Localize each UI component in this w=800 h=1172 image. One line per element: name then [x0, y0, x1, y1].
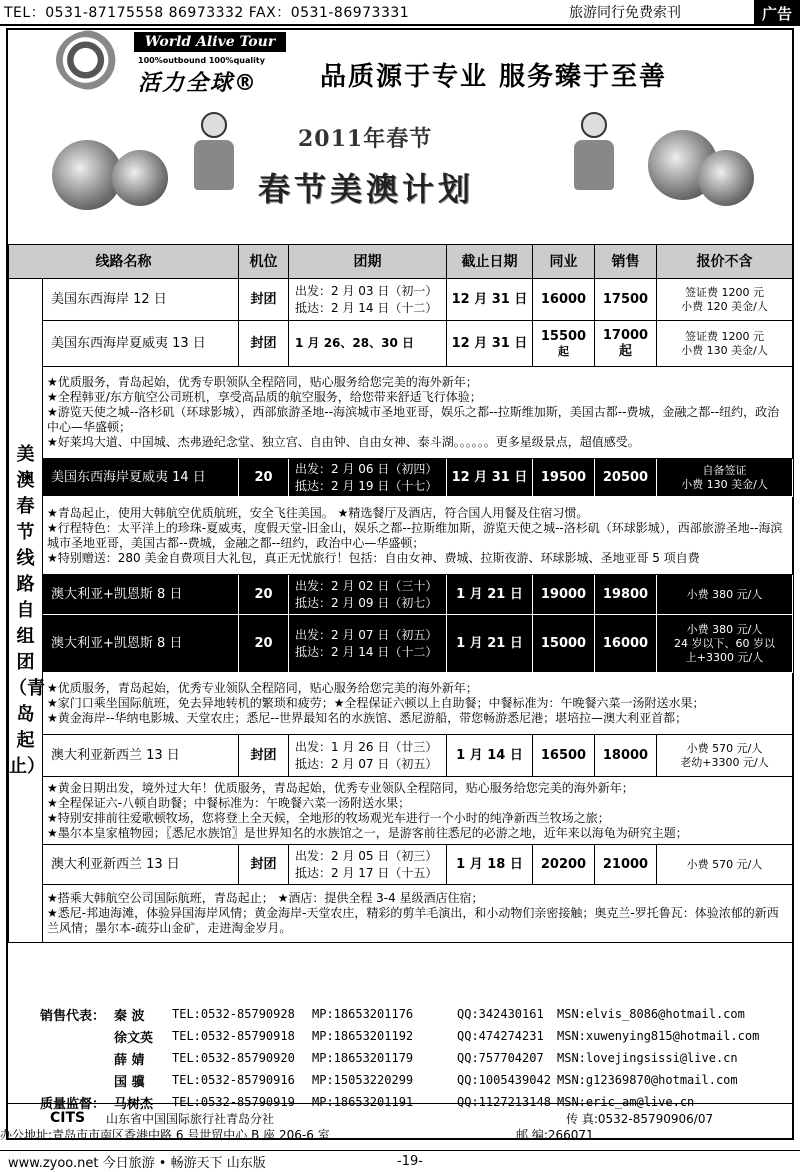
- company-postcode: 邮 编:266071: [516, 1127, 594, 1142]
- contact-msn: MSN:elvis_8086@hotmail.com: [557, 1007, 745, 1021]
- note-line: ★搭乘大韩航空公司国际航班，青岛起止； ★酒店：提供全程 3-4 星级酒店住宿；: [47, 891, 484, 905]
- depart-date: 出发：2 月 02 日（三十）: [295, 578, 438, 593]
- table-header-row: [9, 245, 793, 279]
- contact-mobile: MP:18653201191: [312, 1095, 414, 1109]
- lantern-icon: [112, 150, 168, 206]
- tour-dates: [289, 735, 447, 777]
- seat-status: 封团: [239, 845, 289, 885]
- route-name: 澳大利亚新西兰 13 日: [43, 735, 239, 777]
- site-footer: www.zyoo.net 今日旅游 • 畅游天下 山东版: [8, 1156, 266, 1171]
- banner-title: 春节美澳计划: [258, 170, 475, 208]
- table-row: [9, 735, 793, 777]
- notes-row: [9, 497, 793, 575]
- note-line: ★好莱坞大道、中国城、杰弗逊纪念堂、独立宫、自由钟、自由女神、泰斗湖。。。。。。更多星级景点，超值感受。: [47, 435, 640, 449]
- deadline: 1 月 14 日: [447, 735, 533, 777]
- contact-msn: MSN:g12369870@hotmail.com: [557, 1073, 738, 1087]
- note-line: ★悉尼-邦迪海滩，体验异国海岸风情；黄金海岸-天堂农庄，精彩的剪羊毛演出，和小动物们亲密接触；奥克兰-罗托鲁瓦：体验浓郁的新西兰风情；墨尔本-疏芬山金矿，走进淘金岁月。: [47, 906, 779, 935]
- trade-price: 19000: [533, 575, 595, 615]
- fee-line: 小费 380 元/人: [686, 622, 763, 636]
- fee-line: 老幼+3300 元/人: [680, 755, 769, 769]
- return-date: 抵达：2 月 14 日（十二）: [295, 644, 438, 659]
- col-deadline: 截止日期: [447, 245, 533, 279]
- company-fax: 传 真:0532-85790906/07: [566, 1111, 714, 1126]
- contact-mobile: MP:18653201176: [312, 1007, 414, 1021]
- note-line: ★游览天使之城--洛杉矶（环球影城），西部旅游圣地--海滨城市圣地亚哥，娱乐之都--拉斯维加斯，美国古都--费城，金融之都--纽约，政治中心—华盛顿；: [47, 405, 780, 434]
- brand-tagline: 100%outbound 100%quality: [138, 56, 265, 65]
- contact-tel: TEL:0532-85790916: [172, 1073, 295, 1087]
- seat-status: 封团: [239, 735, 289, 777]
- route-name: 美国东西海岸夏威夷 14 日: [43, 459, 239, 497]
- route-notes: [43, 367, 793, 459]
- sale-price: 18000: [595, 735, 657, 777]
- route-notes: [43, 497, 793, 575]
- trade-price: 16000: [533, 279, 595, 321]
- notes-row: [9, 777, 793, 845]
- contact-row: [40, 1069, 780, 1091]
- notes-row: [9, 367, 793, 459]
- bottom-bar: [0, 1150, 800, 1172]
- deadline: 1 月 21 日: [447, 615, 533, 673]
- table-row: [9, 459, 793, 497]
- note-line: ★优质服务，青岛起始，优秀专职领队全程陪同，贴心服务给您完美的海外新年；: [47, 375, 478, 389]
- depart-date: 出发：2 月 06 日（初四）: [295, 461, 438, 476]
- excluded-fees: [657, 459, 793, 497]
- fee-line: 签证费 1200 元: [685, 285, 764, 299]
- return-date: 抵达：2 月 07 日（初五）: [295, 756, 438, 771]
- trade-price: 16500: [533, 735, 595, 777]
- route-notes: [43, 777, 793, 845]
- contact-tel: TEL:0532-85790919: [172, 1095, 295, 1109]
- sale-price: 16000: [595, 615, 657, 673]
- route-name: 澳大利亚+凯恩斯 8 日: [43, 575, 239, 615]
- brand-logo-icon: [56, 30, 130, 90]
- contact-qq: QQ:1005439042: [457, 1073, 551, 1087]
- excluded-fees: [657, 321, 793, 367]
- tour-table: [8, 244, 793, 943]
- sale-price: 19800: [595, 575, 657, 615]
- seat-status: 封团: [239, 279, 289, 321]
- ad-badge: 广告: [754, 0, 800, 26]
- note-line: ★特别赠送：280 美金自费项目大礼包，真正无忧旅行！包括：自由女神、费城、拉斯夜游、环球影城、圣地亚哥 5 项自费: [47, 550, 700, 565]
- depart-date: 出发：2 月 07 日（初五）: [295, 627, 438, 642]
- fee-line: 签证费 1200 元: [685, 329, 764, 343]
- table-row: [9, 321, 793, 367]
- trade-value: 15500: [540, 328, 587, 344]
- fee-line: 24 岁以下、60 岁以: [674, 636, 775, 650]
- deadline: 1 月 21 日: [447, 575, 533, 615]
- contact-row: [40, 1003, 780, 1025]
- top-bar: [0, 0, 800, 26]
- depart-date: 出发：2 月 03 日（初一）: [295, 283, 438, 298]
- excluded-fees: 小费 380 元/人: [657, 575, 793, 615]
- note-line: ★全程韩亚/东方航空公司班机，享受高品质的航空服务，给您带来舒适飞行体验；: [47, 390, 482, 404]
- col-seat: 机位: [239, 245, 289, 279]
- contact-name: 秦 波: [114, 1008, 145, 1024]
- footer-divider: [8, 1103, 792, 1104]
- note-line: ★家门口乘坐国际航班，免去异地转机的繁琐和疲劳；★全程保证六顿以上自助餐；中餐标准为：午晚餐六菜一汤附送水果；: [47, 696, 705, 710]
- contact-mobile: MP:15053220299: [312, 1073, 414, 1087]
- tour-dates: [289, 615, 447, 673]
- notes-row: [9, 885, 793, 943]
- tour-dates: [289, 459, 447, 497]
- col-dates: 团期: [289, 245, 447, 279]
- depart-date: 出发：1 月 26 日（廿三）: [295, 739, 438, 754]
- fee-line: 小费 130 美金/人: [681, 343, 768, 357]
- note-line: ★优质服务，青岛起始，优秀专业领队全程陪同，贴心服务给您完美的海外新年；: [47, 681, 478, 695]
- note-line: ★全程保证六-八顿自助餐；中餐标准为：午晚餐六菜一汤附送水果；: [47, 795, 411, 810]
- page-number: -19-: [397, 1154, 423, 1169]
- col-trade: 同业: [533, 245, 595, 279]
- return-date: 抵达：2 月 17 日（十五）: [295, 865, 438, 880]
- seat-status: 20: [239, 459, 289, 497]
- sale-price: 21000: [595, 845, 657, 885]
- contact-qq: QQ:342430161: [457, 1007, 544, 1021]
- contact-qq: QQ:1127213148: [457, 1095, 551, 1109]
- route-name: 澳大利亚新西兰 13 日: [43, 845, 239, 885]
- trade-price: 20200: [533, 845, 595, 885]
- seat-status: 20: [239, 615, 289, 673]
- tour-dates: 1 月 26、28、30 日: [289, 321, 447, 367]
- col-route: 线路名称: [9, 245, 239, 279]
- deadline: 12 月 31 日: [447, 459, 533, 497]
- banner-year: 2011年春节: [298, 126, 433, 152]
- fee-line: 小费 130 美金/人: [681, 477, 768, 491]
- route-name: 美国东西海岸夏威夷 13 日: [43, 321, 239, 367]
- doll-icon: [194, 112, 234, 192]
- note-line: ★行程特色：太平洋上的珍珠-夏威夷，度假天堂-旧金山，娱乐之都--拉斯维加斯，游览天使之城--洛杉矶（环球影城），西部旅游圣地--海滨城市圣地亚哥，美国古都--费城，金融之都--纽约，政治中心—华盛顿；: [47, 520, 783, 550]
- publisher-contact: TEL：0531-87175558 86973332 FAX：0531-86973331: [4, 5, 410, 21]
- route-notes: [43, 885, 793, 943]
- route-notes: [43, 673, 793, 735]
- contact-qq: QQ:757704207: [457, 1051, 544, 1065]
- contact-row: [40, 1025, 780, 1047]
- return-date: 抵达：2 月 09 日（初七）: [295, 595, 438, 610]
- excluded-fees: [657, 279, 793, 321]
- contact-name: 国 骥: [114, 1074, 145, 1090]
- contact-msn: MSN:lovejingsissi@live.cn: [557, 1051, 738, 1065]
- route-name: 澳大利亚+凯恩斯 8 日: [43, 615, 239, 673]
- contact-msn: MSN:eric_am@live.cn: [557, 1095, 695, 1109]
- note-line: ★特别安排前往爱歌顿牧场，您将登上全天候，全地形的牧场观光车进行一个小时的纯净新西兰牧场之旅；: [47, 810, 610, 825]
- deadline: 12 月 31 日: [447, 321, 533, 367]
- excluded-fees: 小费 570 元/人: [657, 845, 793, 885]
- fee-line: 上+3300 元/人: [685, 650, 764, 664]
- return-date: 抵达：2 月 14 日（十二）: [295, 300, 438, 315]
- notes-row: [9, 673, 793, 735]
- tour-dates: [289, 279, 447, 321]
- slogan: 品质源于专业 服务臻于至善: [320, 62, 668, 92]
- trade-price: [533, 321, 595, 367]
- contact-tel: TEL:0532-85790918: [172, 1029, 295, 1043]
- note-line: ★墨尔本皇家植物园；〖悉尼水族馆〗是世界知名的水族馆之一，是游客前往悉尼的必游之地，近年来以海龟为研究主题；: [47, 825, 688, 840]
- deadline: 12 月 31 日: [447, 279, 533, 321]
- contact-msn: MSN:xuwenying815@hotmail.com: [557, 1029, 760, 1043]
- brand-name-en: World Alive Tour: [134, 32, 286, 52]
- side-label: 美澳春节线路自组团（青岛起止）: [9, 279, 43, 943]
- company-name: 山东省中国国际旅行社青岛分社: [106, 1111, 275, 1126]
- excluded-fees: [657, 735, 793, 777]
- seat-status: 封团: [239, 321, 289, 367]
- company-address: 办公地址:青岛市市南区香港中路 6 号世贸中心 B 座 206-6 室: [0, 1127, 330, 1142]
- col-excluded: 报价不含: [657, 245, 793, 279]
- fee-line: 自备签证: [702, 463, 747, 477]
- return-date: 抵达：2 月 19 日（十七）: [295, 478, 438, 493]
- sale-price: 17500: [595, 279, 657, 321]
- note-line: ★青岛起止，使用大韩航空优质航班，安全飞往美国。 ★精选餐厅及酒店，符合国人用餐及住宿习惯。: [47, 505, 589, 520]
- contact-row: [40, 1047, 780, 1069]
- table-row: [9, 615, 793, 673]
- sales-label: 销售代表：: [40, 1008, 106, 1024]
- contact-name: 马树杰: [114, 1096, 154, 1112]
- contact-name: 薛 婧: [114, 1052, 145, 1068]
- company-footer: [0, 1110, 790, 1142]
- doll-icon: [574, 112, 614, 192]
- table-row: [9, 845, 793, 885]
- contact-name: 徐文英: [114, 1030, 154, 1046]
- sale-price: 20500: [595, 459, 657, 497]
- trade-note: 起: [558, 344, 569, 358]
- trade-price: 19500: [533, 459, 595, 497]
- contact-qq: QQ:474274231: [457, 1029, 544, 1043]
- deadline: 1 月 18 日: [447, 845, 533, 885]
- ad-header: [8, 30, 792, 240]
- fee-line: 小费 570 元/人: [686, 741, 763, 755]
- sales-contacts: [40, 1003, 780, 1113]
- cits-logo-text: CITS: [50, 1110, 86, 1126]
- note-line: ★黄金海岸--华纳电影城、天堂农庄；悉尼--世界最知名的水族馆、悉尼游船，带您畅游悉尼港；堪培拉—澳大利亚首都；: [47, 711, 688, 725]
- contact-tel: TEL:0532-85790928: [172, 1007, 295, 1021]
- col-sale: 销售: [595, 245, 657, 279]
- contact-tel: TEL:0532-85790920: [172, 1051, 295, 1065]
- seat-status: 20: [239, 575, 289, 615]
- tour-dates: [289, 845, 447, 885]
- tour-dates: [289, 575, 447, 615]
- table-row: [9, 279, 793, 321]
- excluded-fees: [657, 615, 793, 673]
- route-name: 美国东西海岸 12 日: [43, 279, 239, 321]
- depart-date: 出发：2 月 05 日（初三）: [295, 848, 438, 863]
- brand-name-cn: 活力全球®: [138, 71, 259, 96]
- qc-label: 质量监督：: [40, 1096, 106, 1112]
- contact-mobile: MP:18653201179: [312, 1051, 414, 1065]
- trade-price: 15000: [533, 615, 595, 673]
- fee-line: 小费 120 美金/人: [681, 299, 768, 313]
- contact-mobile: MP:18653201192: [312, 1029, 414, 1043]
- lantern-icon: [698, 150, 754, 206]
- note-line: ★黄金日期出发，境外过大年！优质服务，青岛起始，优秀专业领队全程陪同，贴心服务给您完美的海外新年；: [47, 780, 634, 795]
- publication-label: 旅游同行免费索刊: [569, 5, 681, 21]
- sale-price: 17000 起: [595, 321, 657, 367]
- table-row: [9, 575, 793, 615]
